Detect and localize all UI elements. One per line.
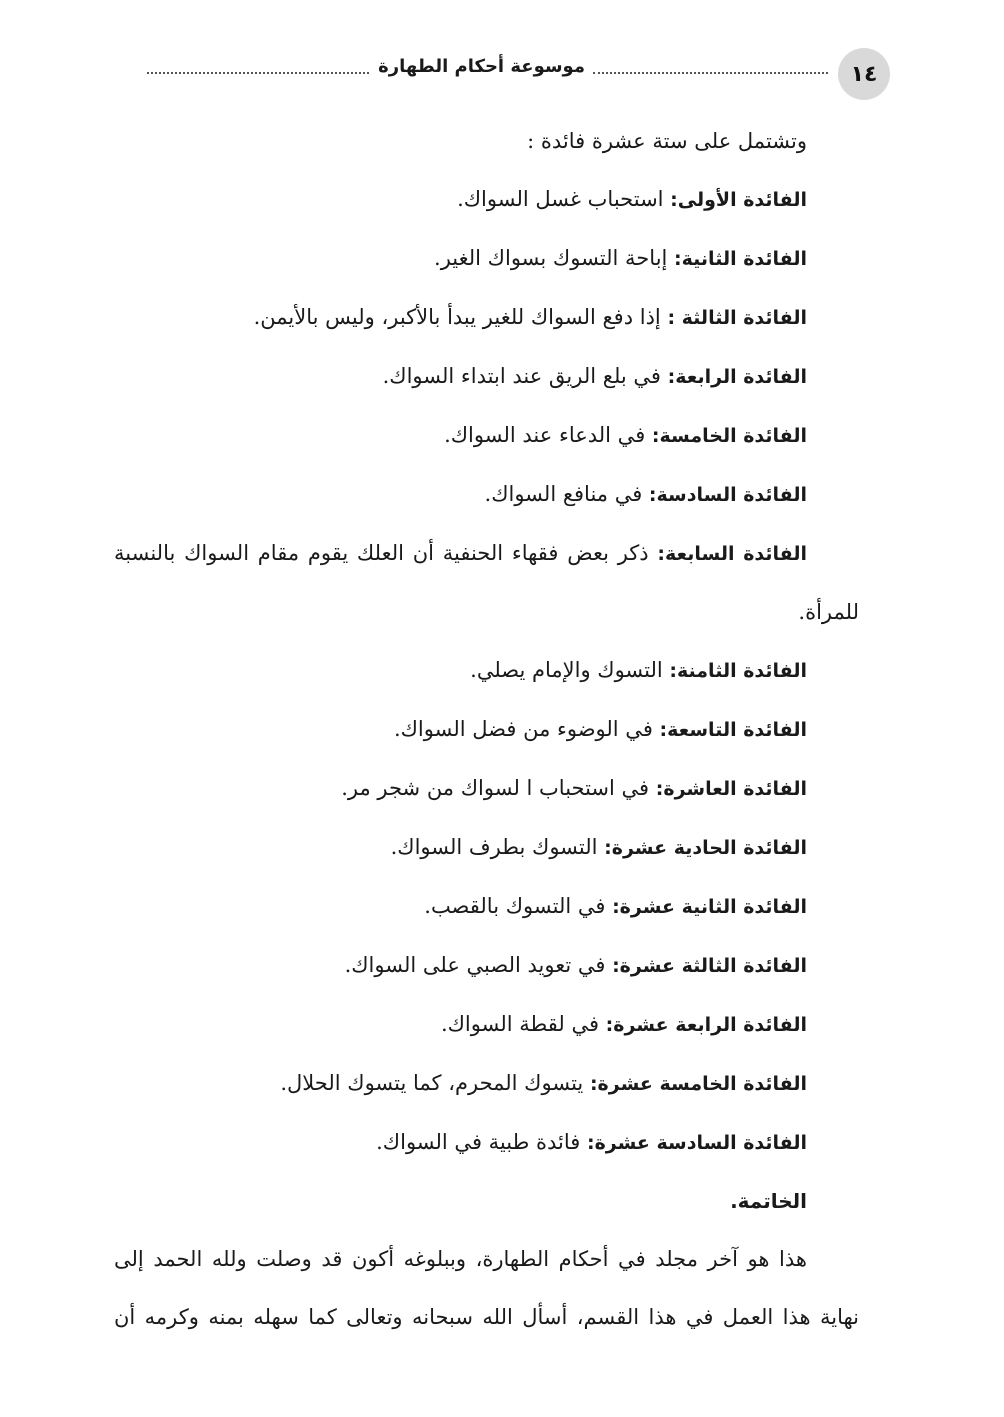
page-header bbox=[145, 48, 890, 96]
benefit-16 bbox=[114, 1113, 859, 1172]
benefit-4 bbox=[114, 347, 859, 406]
benefit-text: في لقطة السواك. bbox=[440, 1012, 606, 1036]
running-title: موسوعة أحكام الطهارة bbox=[378, 56, 585, 77]
benefit-text: في التسوك بالقصب. bbox=[424, 894, 613, 918]
benefit-text: التسوك والإمام يصلي. bbox=[470, 658, 670, 682]
benefit-label: الفائدة العاشرة: bbox=[655, 778, 807, 800]
benefit-label: الفائدة الأولى: bbox=[670, 189, 807, 211]
benefit-label: الفائدة الخامسة عشرة: bbox=[589, 1073, 807, 1095]
benefit-14 bbox=[114, 995, 859, 1054]
benefit-text: يتسوك المحرم، كما يتسوك الحلال. bbox=[280, 1071, 590, 1095]
benefit-label: الفائدة الثانية: bbox=[674, 248, 807, 270]
benefit-text: التسوك بطرف السواك. bbox=[390, 835, 605, 859]
benefit-text: في استحباب ا لسواك من شجر مر. bbox=[341, 776, 656, 800]
benefit-3 bbox=[114, 288, 859, 347]
benefit-1 bbox=[114, 170, 859, 229]
benefit-label: الفائدة الثالثة : bbox=[667, 307, 807, 329]
page-number-badge: ١٤ bbox=[838, 48, 890, 100]
benefit-5 bbox=[114, 406, 859, 465]
benefit-text: فائدة طبية في السواك. bbox=[376, 1130, 587, 1154]
benefit-label: الفائدة السابعة: bbox=[657, 543, 807, 565]
benefit-label: الفائدة السادسة: bbox=[648, 484, 807, 506]
benefit-12 bbox=[114, 877, 859, 936]
benefit-label: الفائدة التاسعة: bbox=[659, 719, 807, 741]
closing-paragraph: هذا هو آخر مجلد في أحكام الطهارة، وببلوغه أكون قد وصلت ولله الحمد إلى نهاية هذا العمل في هذا القسم، أسأل الله سبحانه وتعالى كما سهله بمنه وكرمه أن bbox=[114, 1247, 859, 1329]
benefit-label: الفائدة الرابعة: bbox=[667, 366, 807, 388]
benefit-text: في بلع الريق عند ابتداء السواك. bbox=[382, 364, 668, 388]
benefit-10 bbox=[114, 759, 859, 818]
benefit-7 bbox=[114, 524, 859, 641]
closing-heading: الخاتمة. bbox=[730, 1189, 807, 1213]
benefit-text: استحباب غسل السواك. bbox=[457, 187, 671, 211]
page-body bbox=[114, 112, 859, 1346]
benefit-label: الفائدة الثانية عشرة: bbox=[612, 896, 807, 918]
benefit-label: الفائدة الرابعة عشرة: bbox=[605, 1014, 807, 1036]
benefit-text: في الوضوء من فضل السواك. bbox=[393, 717, 660, 741]
benefit-label: الفائدة الثامنة: bbox=[669, 660, 807, 682]
intro-line: وتشتمل على ستة عشرة فائدة : bbox=[527, 129, 807, 153]
benefit-label: الفائدة الثالثة عشرة: bbox=[612, 955, 807, 977]
benefit-15 bbox=[114, 1054, 859, 1113]
benefit-11 bbox=[114, 818, 859, 877]
benefit-text: إذا دفع السواك للغير يبدأ بالأكبر، وليس بالأيمن. bbox=[253, 305, 668, 329]
benefit-label: الفائدة الخامسة: bbox=[651, 425, 807, 447]
benefit-6 bbox=[114, 465, 859, 524]
benefit-text: في الدعاء عند السواك. bbox=[444, 423, 652, 447]
benefit-8 bbox=[114, 641, 859, 700]
benefit-13 bbox=[114, 936, 859, 995]
header-divider-left bbox=[147, 72, 369, 74]
benefit-text: في تعويد الصبي على السواك. bbox=[344, 953, 613, 977]
benefit-text: ذكر بعض فقهاء الحنفية أن العلك يقوم مقام السواك بالنسبة للمرأة. bbox=[114, 541, 859, 624]
benefit-9 bbox=[114, 700, 859, 759]
benefit-label: الفائدة الحادية عشرة: bbox=[604, 837, 807, 859]
benefit-2 bbox=[114, 229, 859, 288]
benefit-text: إباحة التسوك بسواك الغير. bbox=[434, 246, 675, 270]
benefit-text: في منافع السواك. bbox=[484, 482, 649, 506]
header-divider-right bbox=[593, 72, 828, 74]
benefit-label: الفائدة السادسة عشرة: bbox=[586, 1132, 807, 1154]
